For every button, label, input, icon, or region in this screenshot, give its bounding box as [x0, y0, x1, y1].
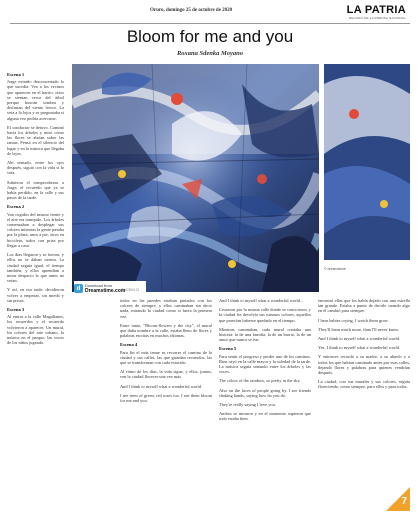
paragraph: Y así, en esa tarde, decidieron volver a empezar, sin miedo y sin prisas. [7, 287, 64, 303]
text-column-4 [318, 298, 410, 394]
watermark-line-2: Dreamstime.com [85, 288, 126, 294]
watermark-id: ID 67890123 [121, 288, 140, 292]
paragraph: And I think to myself what a wonderful world. [318, 336, 401, 342]
scene-heading: Escena 1 [7, 72, 25, 77]
watermark-text [85, 283, 125, 294]
dateline: Oruro, domingo 25 de octubre de 2020 [150, 8, 233, 13]
scene-heading: Escena 3 [7, 306, 25, 312]
paragraph: El conductor se detuvo. Caminó hacia los árboles y miró cómo las flores se abrían sobre las ramas. Pensó en el silencio del lugar y en la música que llegaba de lejos. [7, 124, 64, 156]
paragraph: encontró ellas que los había dejado con una estrella tan grande. Estaba a punto de decirle cuando algo en él cambió para siempre. [318, 298, 410, 314]
paragraph: Also on the faces of people going by. I see friends shaking hands, saying how do you do. [219, 387, 311, 398]
paragraph: Jorge extraño desconcertado lo que sucedía. Veo a los vecinos que aparecen en el barrio; otros se sientan cerca del árbol porque buscan sombra y disfrutan del viento fresco. La veía a lo lejos y se preguntaba si alguna vez podría acercarse. [7, 79, 64, 121]
graffiti-photo-image [72, 64, 319, 292]
article-byline: Roxana Sdenka Moyano [176, 50, 244, 57]
paragraph: Mientras caminaban, cada mural contaba una historia: la de una familia, la de un barrio, la de un amor que nunca se fue. [219, 326, 311, 343]
dreamstime-logo-icon: d [74, 284, 83, 293]
paragraph: Para fin el más tenue es recorrer el camino de la ciudad y sus calles, las que guardan recuerdos, las que se transforman con cada estación. [120, 349, 212, 366]
paragraph: Y entonces recordó a su madre, a su abuelo y a todos los que habían caminado antes por esas calles, dejando flores y palabras para quienes vendrían después. [318, 354, 410, 376]
article-title: Bloom for me and you [126, 27, 294, 46]
paragraph: I see trees of green, red roses too. I see them bloom for me and you. [120, 392, 212, 404]
paragraph: Para sentir el progreso y perder uno de los caminos. Bien cayó en la calle mayor y la soledad de la tarde. La música seguía sonando entre los árboles y las voces. [219, 353, 311, 375]
text-column-2 [120, 298, 212, 407]
paragraph: Ambos se miraron y en el momento supieron que todo estaba bien. [219, 411, 311, 422]
scene-heading: Escena 4 [120, 342, 138, 348]
paragraph: Entre tanto, "Bloom-flowers y the city", el mural que daba nombre a la calle, estaba lleno de flores y palabras escritas en muchos idiomas. [120, 322, 212, 339]
paragraph: todos en las paredes estaban pintados con los colores de siempre, y ellos caminaban sin decir nada, mirando la ciudad como si fuera la primera vez. [120, 298, 212, 319]
paragraph: Yes, I think to myself what a wonderful world. [318, 345, 400, 351]
photo-sidebar [324, 64, 410, 272]
paragraph: And I think to myself what a wonderful world [120, 383, 201, 389]
scene-heading: Escena 5 [219, 346, 237, 352]
scene-heading: Escena 2 [7, 204, 25, 210]
header-rule [10, 23, 410, 24]
watermark-line-1: Download from [85, 283, 112, 288]
sidebar-photo-strip [324, 64, 410, 260]
newspaper-tagline: DECANO DE LA PRENSA NACIONAL [349, 16, 406, 20]
paragraph: They're really saying I love you. [219, 402, 276, 408]
text-column-3 [219, 298, 311, 426]
paragraph: They'll learn much more, than I'll never know. [318, 326, 400, 332]
photo-credit: © dreamstime [324, 267, 346, 271]
paragraph: Al ritmo de los días, la vida sigue, y ellos, juntos, ven la ciudad florecer una vez más. [120, 369, 212, 380]
paragraph: Cruzaron por la misma calle donde se conocieron, y la ciudad les devolvía sus mismos colores, aquellos que parecían haberse quedado en el tiempo. [219, 307, 311, 323]
text-column-1 [7, 72, 64, 349]
page-number: 7 [401, 496, 407, 507]
page-header [0, 0, 420, 22]
paragraph: Al entrar a la calle Magallanes, los recuerdos y el recuerdo volvieron a aparecer. Un mural, los colores del arte urbano, la música en el parque, las voces de los niños jugando. [7, 314, 64, 346]
paragraph: La ciudad, con sus murales y sus colores, seguía floreciendo, como siempre, para ellos y para todos. [318, 379, 410, 390]
paragraph: I hear babies crying, I watch them grow. [318, 317, 389, 323]
newspaper-brand: LA PATRIA [346, 4, 406, 16]
page-number-badge [386, 487, 410, 511]
paragraph: Los días llegaron y se fueron, y ellos no se daban cuenta. La ciudad seguía igual, el tiempo también, y ellos aprendían a mirar despacio lo que antes no veían. [7, 252, 64, 284]
paragraph: Subieron el rompecabezas a Jorge, el recuerdo que ya se había perdido, en la calle y sus pasos de la tarde. [7, 179, 64, 201]
graffiti-photo [72, 64, 319, 292]
paragraph: Ahí sentado, entre los ojos después, siguió con la vida si lo veía. [7, 160, 64, 176]
paragraph: And I think to myself what a wonderful world... [219, 298, 304, 303]
paragraph: Van cogidos del mismo frente y el aire era tranquilo. Los árboles comenzaban a desplegar sus colores mientras la gente pasaba por la plaza, unos a pie, otros en bicicleta, todos con prisa por llegar a casa. [7, 211, 64, 248]
paragraph: The colors of the rainbow, so pretty in the sky. [219, 378, 301, 384]
